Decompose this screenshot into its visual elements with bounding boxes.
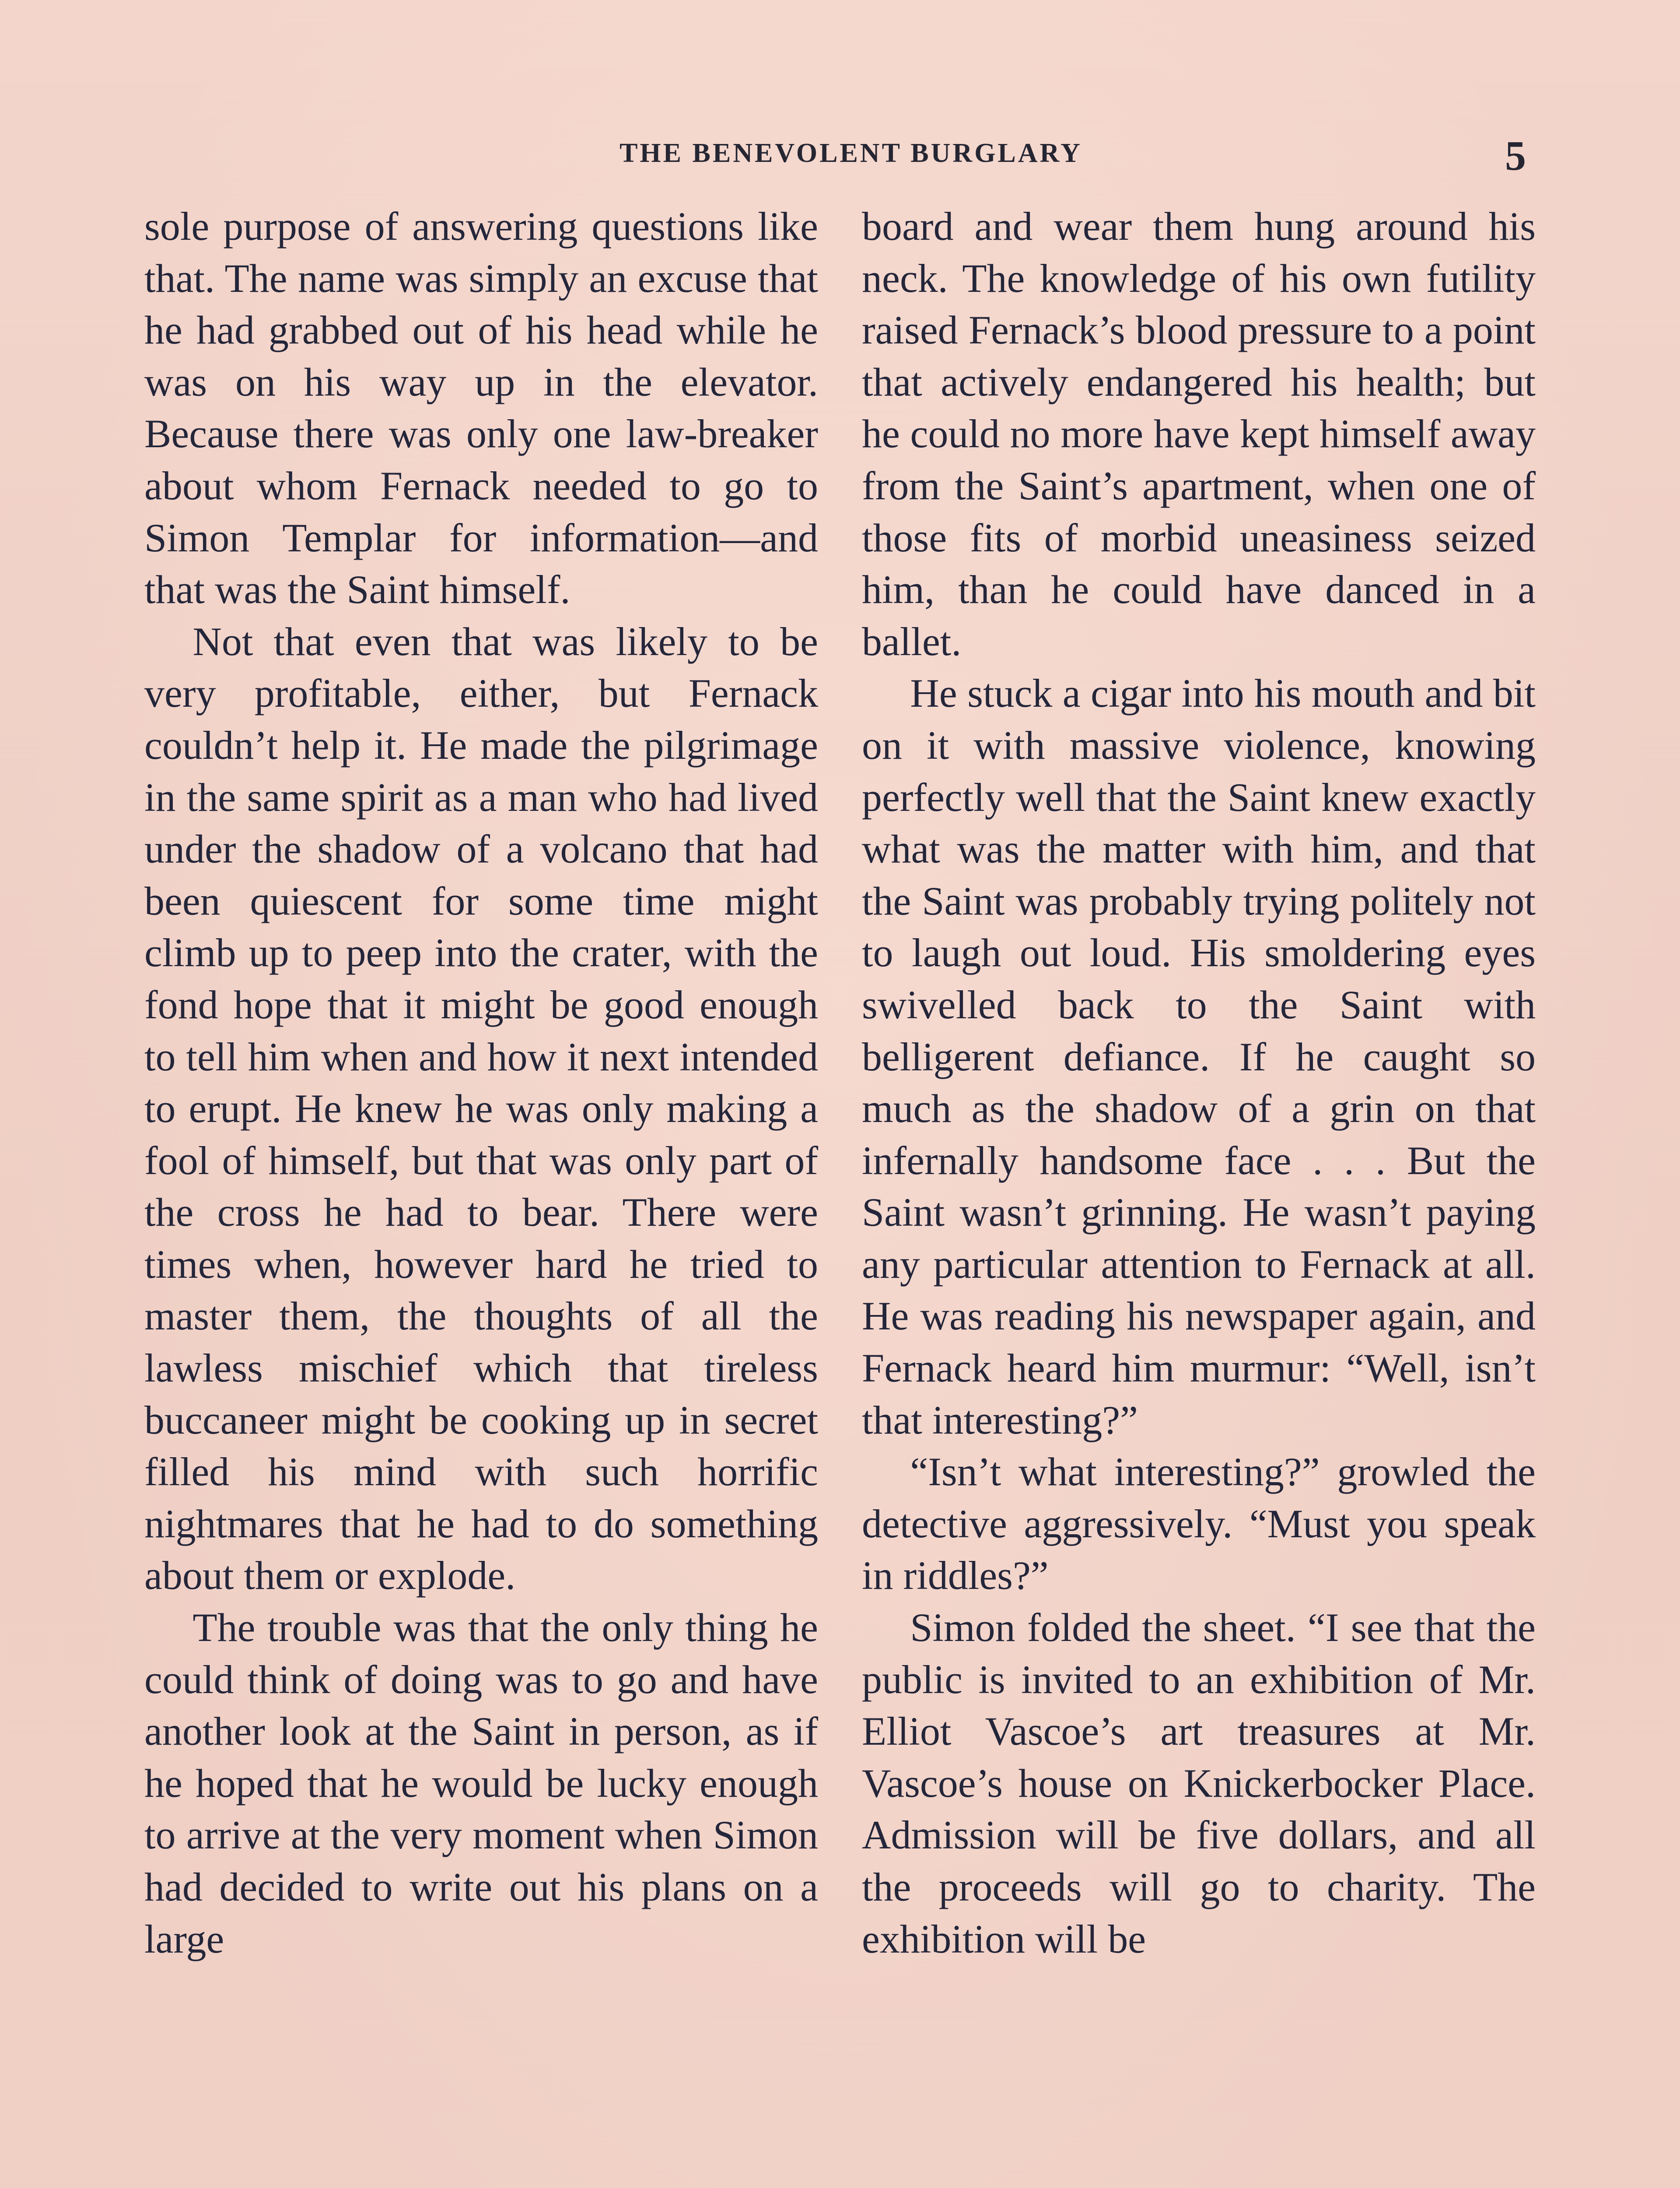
paragraph: board and wear them hung around his neck. The knowledge of his own futility raised Fernack’s blood pressure to a point that actively endangered his health; but he could no more have kept himself away from the Saint’s apartment, when one of those fits of morbid uneasiness seized him, than he could have danced in a ballet. [862, 204, 1536, 664]
paragraph: The trouble was that the only thing he could think of doing was to go and have another look at the Saint in person, as if he hoped that he would be lucky enough to arrive at the very moment when Simon had decided to write out his plans on a large [144, 1605, 818, 1961]
running-title: THE BENEVOLENT BURGLARY [620, 138, 1082, 168]
paragraph: Not that even that was likely to be very profitable, either, but Fernack couldn’t help it. He made the pilgrimage in the same spirit as a man who had lived under the shadow of a volcano that had been quiescent for some time might climb up to peep into the crater, with the fond hope that it might be good enough to tell him when and how it next intended to erupt. He knew he was only making a fool of himself, but that was only part of the cross he had to bear. There were times when, however hard he tried to master them, the thoughts of all the lawless mischief which that tireless buccaneer might be cooking up in secret filled his mind with such horrific nightmares that he had to do something about them or explode. [144, 619, 818, 1598]
text-column-left [144, 200, 818, 1965]
paragraph: sole purpose of answering questions like that. The name was simply an excuse that he had grabbed out of his head while he was on his way up in the elevator. Because there was only one law-breaker about whom Fernack needed to go to Simon Templar for information—and that was the Saint himself. [144, 204, 818, 612]
paragraph: “Isn’t what interesting?” growled the detective aggressively. “Must you speak in riddles?” [862, 1449, 1536, 1598]
paragraph: Simon folded the sheet. “I see that the public is invited to an exhibition of Mr. Elliot Vascoe’s art treasures at Mr. Vascoe’s house on Knickerbocker Place. Admission will be five dollars, and all the proceeds will go to charity. The exhibition will be [862, 1605, 1536, 1961]
paragraph: He stuck a cigar into his mouth and bit on it with massive violence, knowing perfectly well that the Saint knew exactly what was the matter with him, and that the Saint was probably trying politely not to laugh out loud. His smoldering eyes swivelled back to the Saint with belligerent defiance. If he caught so much as the shadow of a grin on that infernally handsome face . . . But the Saint wasn’t grinning. He wasn’t paying any particular attention to Fernack at all. He was reading his newspaper again, and Fernack heard him murmur: “Well, isn’t that interesting?” [862, 671, 1536, 1442]
text-column-right [862, 200, 1536, 1965]
page-number: 5 [1505, 132, 1526, 179]
